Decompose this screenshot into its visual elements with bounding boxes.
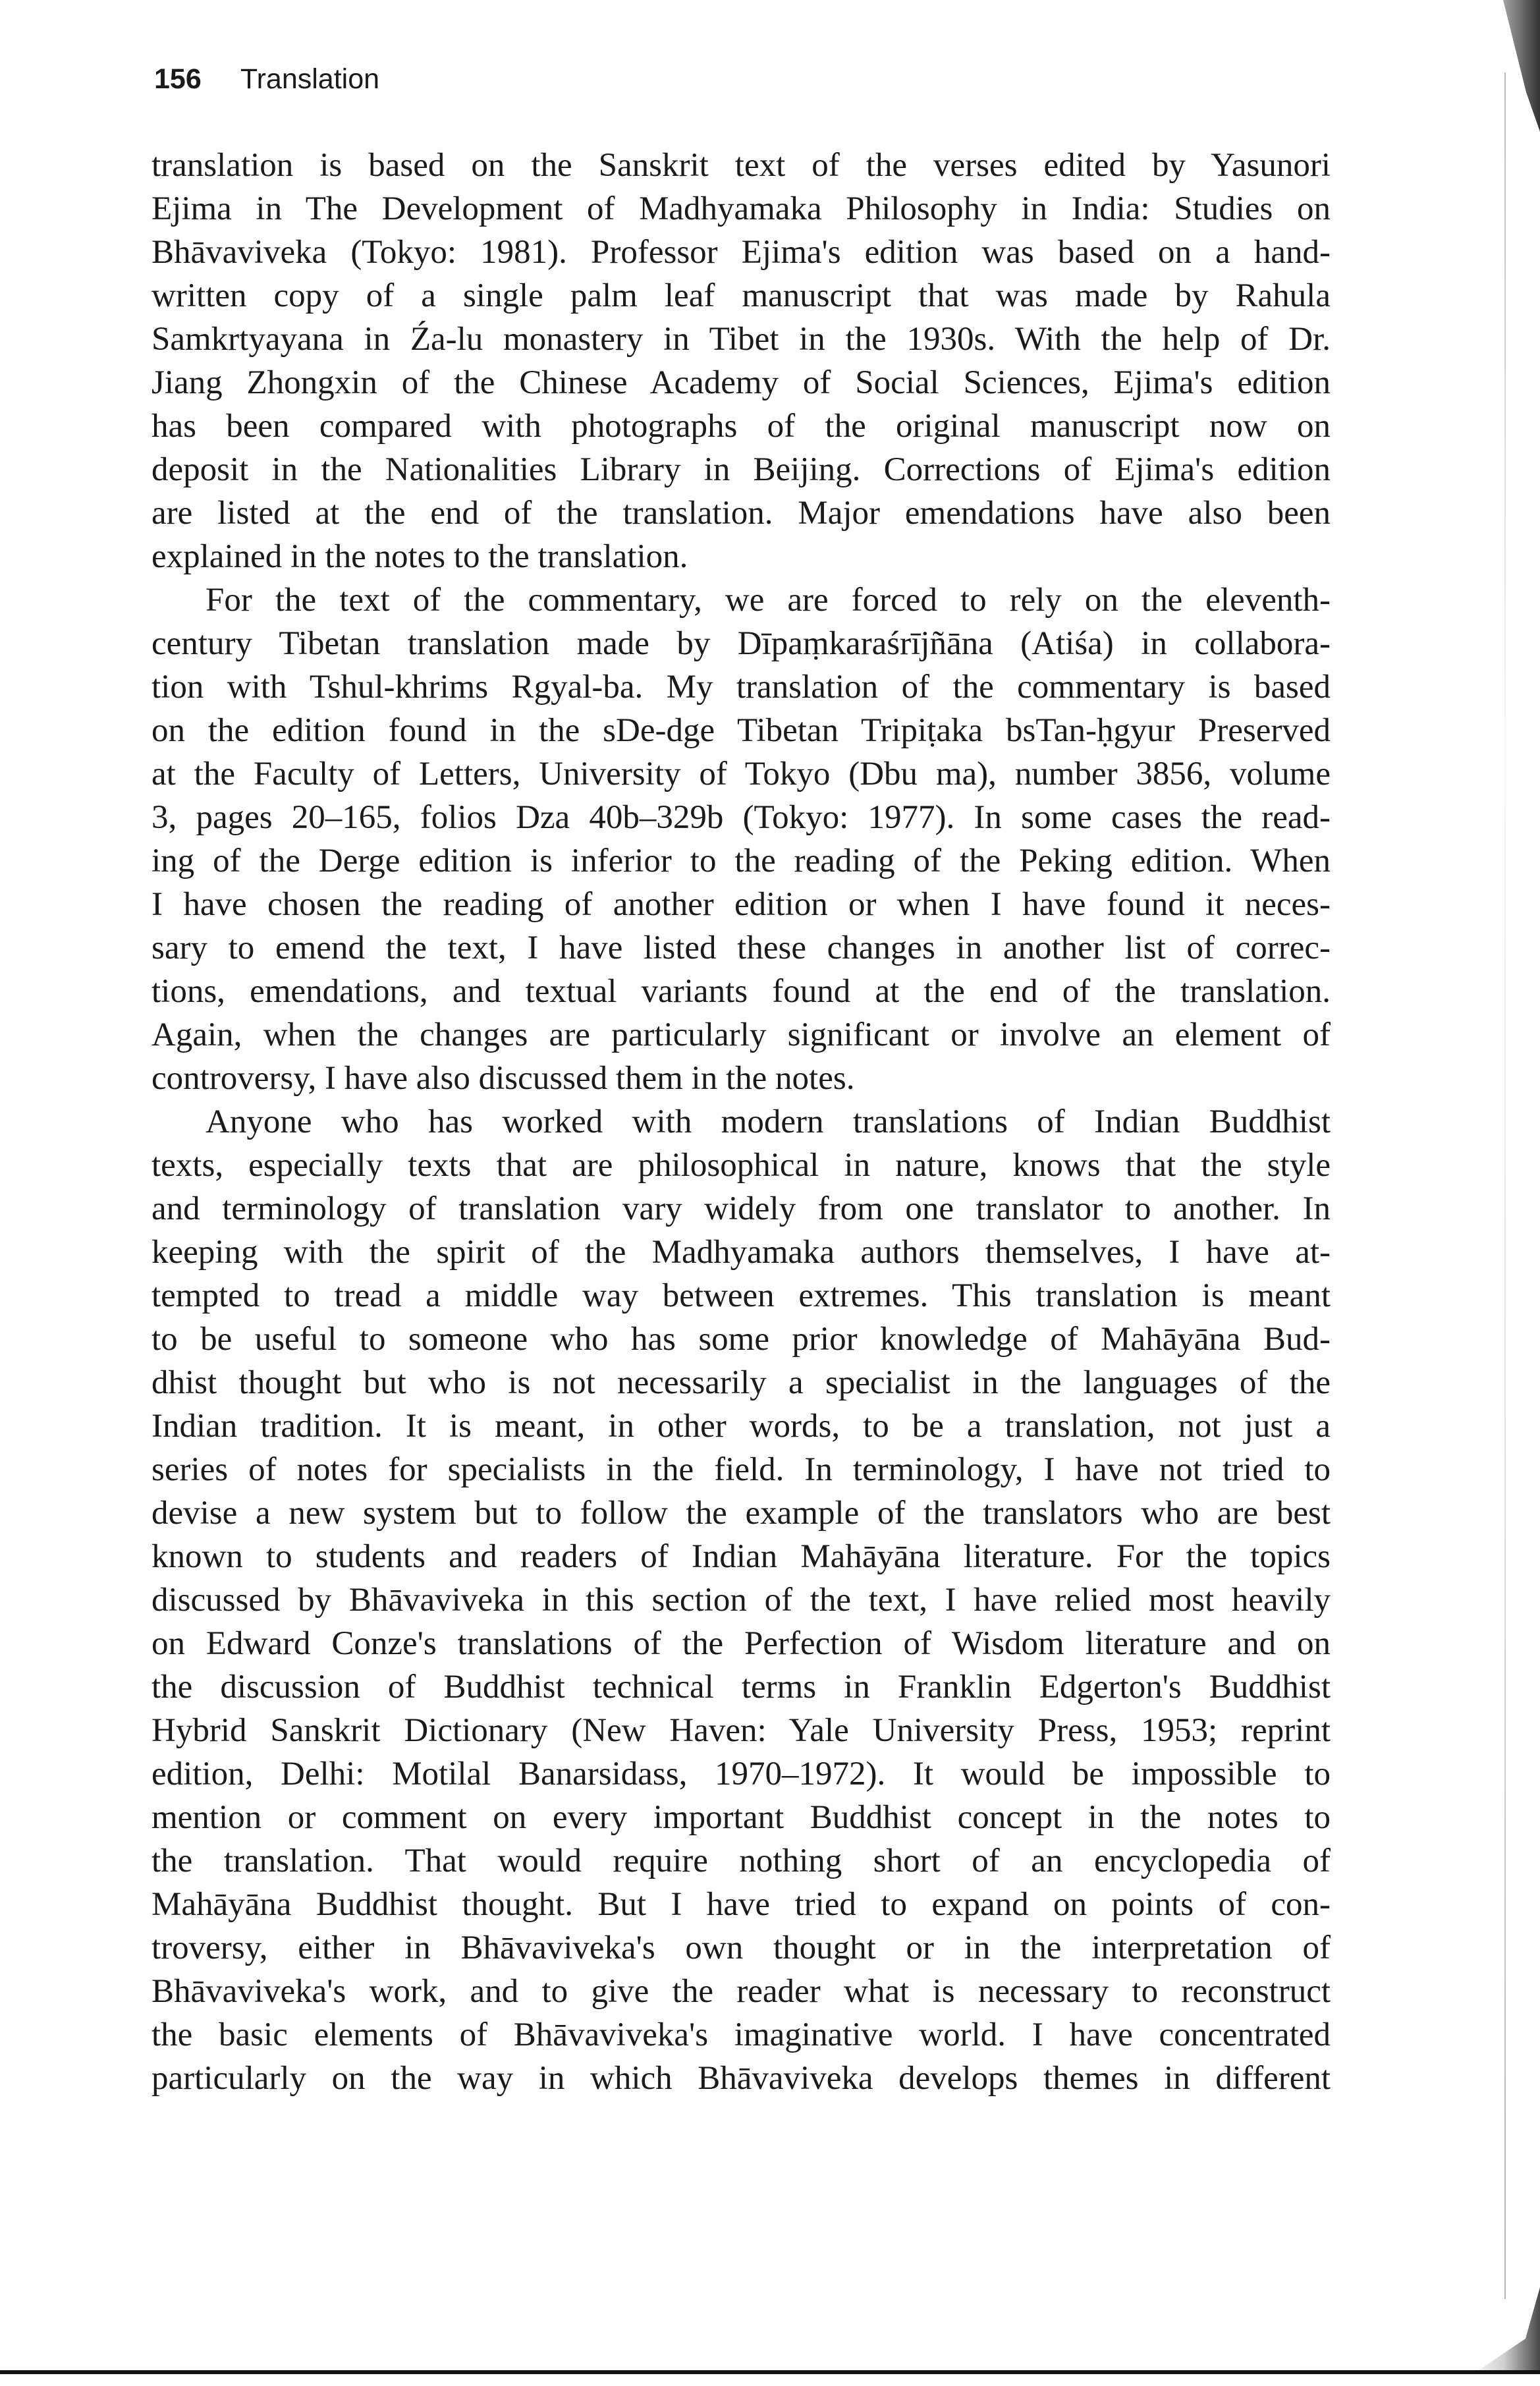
text-line: troversy, either in Bhāvaviveka's own thought or in the interpretation of [151, 1929, 1331, 1966]
body-text [151, 144, 1331, 2100]
text-line: deposit in the Nationalities Library in Beijing. Corrections of Ejima's edition [151, 451, 1331, 488]
text-line: the translation. That would require nothing short of an encyclopedia of [151, 1843, 1331, 1879]
text-line: Ejima in The Development of Madhyamaka Philosophy in India: Studies on [151, 190, 1331, 227]
text-line: explained in the notes to the translation. [151, 538, 688, 575]
text-line: to be useful to someone who has some prior knowledge of Mahāyāna Bud- [151, 1321, 1331, 1358]
running-title: Translation [240, 63, 380, 95]
text-line: Bhāvaviveka (Tokyo: 1981). Professor Ejima's edition was based on a hand- [151, 234, 1331, 271]
text-line: tempted to tread a middle way between extremes. This translation is meant [151, 1277, 1331, 1314]
scan-edge-line [1504, 72, 1506, 2299]
text-line: the discussion of Buddhist technical terms in Franklin Edgerton's Buddhist [151, 1669, 1331, 1706]
scan-edge-shadow [1448, 0, 1540, 132]
text-line: texts, especially texts that are philosophical in nature, knows that the style [151, 1147, 1331, 1184]
text-line: keeping with the spirit of the Madhyamaka authors themselves, I have at- [151, 1234, 1331, 1271]
scan-edge-bottom [1468, 2287, 1540, 2373]
text-line: Indian tradition. It is meant, in other words, to be a translation, not just a [151, 1408, 1331, 1445]
text-line: and terminology of translation vary widely from one translator to another. In [151, 1190, 1331, 1227]
text-line: mention or comment on every important Buddhist concept in the notes to [151, 1799, 1331, 1836]
text-line: on Edward Conze's translations of the Perfection of Wisdom literature and on [151, 1625, 1331, 1662]
text-line: written copy of a single palm leaf manuscript that was made by Rahula [151, 277, 1331, 314]
text-line: at the Faculty of Letters, University of Tokyo (Dbu ma), number 3856, volume [151, 756, 1331, 792]
text-line: century Tibetan translation made by Dīpaṃkaraśrījñāna (Atiśa) in collabora- [151, 625, 1331, 662]
text-line: ing of the Derge edition is inferior to the reading of the Peking edition. When [151, 843, 1331, 879]
paragraph-1 [151, 144, 1331, 578]
text-line: are listed at the end of the translation. Major emendations have also been [151, 495, 1331, 532]
text-line: controversy, I have also discussed them in the notes. [151, 1060, 855, 1097]
text-line: translation is based on the Sanskrit text of the verses edited by Yasunori [151, 147, 1331, 184]
text-line: Again, when the changes are particularly significant or involve an element of [151, 1016, 1331, 1053]
page-number: 156 [154, 63, 202, 95]
text-line: Jiang Zhongxin of the Chinese Academy of Social Sciences, Ejima's edition [151, 364, 1331, 401]
text-line: tion with Tshul-khrims Rgyal-ba. My translation of the commentary is based [151, 669, 1331, 706]
text-line: series of notes for specialists in the field. In terminology, I have not tried to [151, 1451, 1331, 1488]
text-line: known to students and readers of Indian Mahāyāna literature. For the topics [151, 1538, 1331, 1575]
paragraph-3 [151, 1100, 1331, 2100]
text-line: dhist thought but who is not necessarily a specialist in the languages of the [151, 1364, 1331, 1401]
text-line: on the edition found in the sDe-dge Tibetan Tripiṭaka bsTan-ḥgyur Preserved [151, 712, 1331, 749]
text-line: Samkrtyayana in Źa-lu monastery in Tibet in the 1930s. With the help of Dr. [151, 321, 1331, 358]
text-line: devise a new system but to follow the example of the translators who are best [151, 1495, 1331, 1532]
text-line: edition, Delhi: Motilal Banarsidass, 1970–1972). It would be impossible to [151, 1756, 1331, 1792]
text-line: I have chosen the reading of another edition or when I have found it neces- [151, 886, 1331, 923]
text-line: Anyone who has worked with modern translations of Indian Buddhist [206, 1103, 1331, 1140]
text-line: Bhāvaviveka's work, and to give the reader what is necessary to reconstruct [151, 1973, 1331, 2010]
text-line: has been compared with photographs of the original manuscript now on [151, 408, 1331, 445]
text-line: Mahāyāna Buddhist thought. But I have tried to expand on points of con- [151, 1886, 1331, 1923]
page-header [154, 63, 379, 96]
text-line: sary to emend the text, I have listed these changes in another list of correc- [151, 929, 1331, 966]
text-line: discussed by Bhāvaviveka in this section of the text, I have relied most heavily [151, 1582, 1331, 1619]
text-line: 3, pages 20–165, folios Dza 40b–329b (Tokyo: 1977). In some cases the read- [151, 799, 1331, 836]
text-line: For the text of the commentary, we are forced to rely on the eleventh- [206, 582, 1331, 619]
scan-bottom-edge [0, 2370, 1540, 2374]
text-line: particularly on the way in which Bhāvaviveka develops themes in different [151, 2060, 1331, 2097]
paragraph-2 [151, 578, 1331, 1100]
text-line: the basic elements of Bhāvaviveka's imaginative world. I have concentrated [151, 2016, 1331, 2053]
text-line: Hybrid Sanskrit Dictionary (New Haven: Yale University Press, 1953; reprint [151, 1712, 1331, 1749]
text-line: tions, emendations, and textual variants found at the end of the translation. [151, 973, 1331, 1010]
